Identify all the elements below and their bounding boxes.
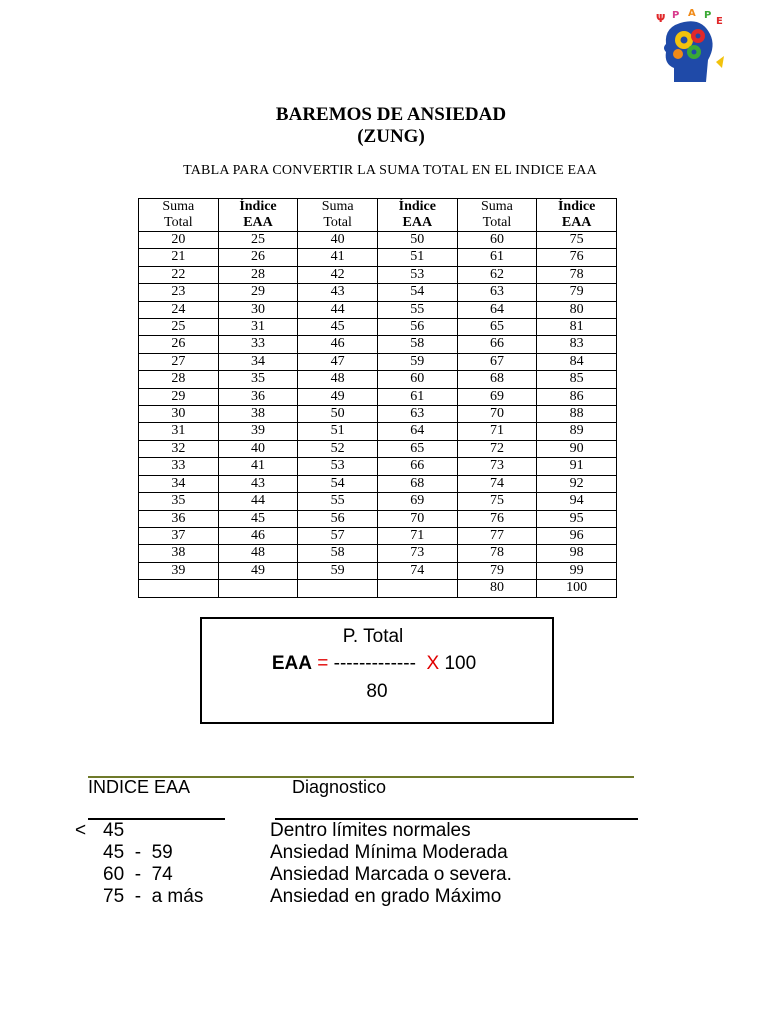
cell-indice-eaa: 54	[377, 284, 457, 301]
diagnosis-label: Dentro límites normales	[270, 820, 471, 841]
cell-suma-total: 69	[457, 388, 537, 405]
table-row	[139, 301, 617, 318]
cell-suma-total: 59	[298, 562, 378, 579]
cell-suma-total: 36	[139, 510, 219, 527]
cell-indice-eaa: 28	[218, 266, 298, 283]
cell-suma-total: 50	[298, 406, 378, 423]
cell-indice-eaa: 99	[537, 562, 617, 579]
cell-suma-total: 80	[457, 580, 537, 597]
cell-suma-total: 63	[457, 284, 537, 301]
cell-indice-eaa: 35	[218, 371, 298, 388]
header-indice-eaa: Índice EAA	[377, 199, 457, 232]
table-row	[139, 545, 617, 562]
header-indice-eaa: Índice EAA	[218, 199, 298, 232]
cell-suma-total: 39	[139, 562, 219, 579]
cell-suma-total: 23	[139, 284, 219, 301]
formula-equals: =	[317, 653, 329, 674]
header-suma-total: Suma Total	[457, 199, 537, 232]
svg-text:E: E	[716, 16, 723, 27]
formula-lhs: EAA	[271, 653, 312, 674]
table-caption: TABLA PARA CONVERTIR LA SUMA TOTAL EN EL INDICE EAA	[183, 163, 597, 178]
cell-indice-eaa: 94	[537, 493, 617, 510]
cell-indice-eaa: 48	[218, 545, 298, 562]
cell-indice-eaa: 85	[537, 371, 617, 388]
cell-suma-total: 55	[298, 493, 378, 510]
cell-suma-total: 44	[298, 301, 378, 318]
cell-suma-total: 66	[457, 336, 537, 353]
header-suma-total: Suma Total	[139, 199, 219, 232]
header-indice-eaa: Índice EAA	[537, 199, 617, 232]
cell-suma-total: 60	[457, 232, 537, 249]
cell-suma-total: 37	[139, 527, 219, 544]
cell-indice-eaa: 64	[377, 423, 457, 440]
cell-indice-eaa: 78	[537, 266, 617, 283]
cell-suma-total: 42	[298, 266, 378, 283]
cell-indice-eaa	[218, 580, 298, 597]
diagnosis-row	[0, 886, 768, 908]
diagnosis-row	[0, 820, 768, 842]
table-row	[139, 440, 617, 457]
cell-indice-eaa: 38	[218, 406, 298, 423]
cell-suma-total: 25	[139, 319, 219, 336]
formula-fraction-bar: -------------	[333, 653, 416, 674]
table-row	[139, 371, 617, 388]
table-row	[139, 336, 617, 353]
cell-suma-total: 32	[139, 440, 219, 457]
cell-suma-total: 70	[457, 406, 537, 423]
cell-indice-eaa: 39	[218, 423, 298, 440]
cell-suma-total: 65	[457, 319, 537, 336]
diagnosis-range: 75 - a más	[103, 886, 204, 907]
cell-indice-eaa	[377, 580, 457, 597]
cell-indice-eaa: 29	[218, 284, 298, 301]
cell-suma-total: 52	[298, 440, 378, 457]
cell-indice-eaa: 75	[537, 232, 617, 249]
cell-suma-total: 68	[457, 371, 537, 388]
table-row	[139, 266, 617, 283]
cell-indice-eaa: 44	[218, 493, 298, 510]
svg-text:Ψ: Ψ	[656, 12, 666, 25]
page-subtitle-zung: (ZUNG)	[357, 126, 425, 147]
diagnosis-row	[0, 842, 768, 864]
cell-indice-eaa: 86	[537, 388, 617, 405]
cell-indice-eaa: 51	[377, 249, 457, 266]
cell-indice-eaa: 84	[537, 353, 617, 370]
cell-suma-total: 72	[457, 440, 537, 457]
cell-suma-total: 79	[457, 562, 537, 579]
cell-indice-eaa: 68	[377, 475, 457, 492]
cell-indice-eaa: 100	[537, 580, 617, 597]
cell-suma-total: 35	[139, 493, 219, 510]
cell-suma-total: 73	[457, 458, 537, 475]
table-row	[139, 527, 617, 544]
cell-suma-total: 77	[457, 527, 537, 544]
cell-indice-eaa: 31	[218, 319, 298, 336]
cell-indice-eaa: 49	[218, 562, 298, 579]
cell-suma-total: 43	[298, 284, 378, 301]
cell-suma-total: 45	[298, 319, 378, 336]
table-row	[139, 232, 617, 249]
cell-suma-total: 30	[139, 406, 219, 423]
diagnosis-col-diagnostico-header: Diagnostico	[292, 777, 387, 797]
cell-suma-total: 40	[298, 232, 378, 249]
table-row	[139, 319, 617, 336]
cell-indice-eaa: 76	[537, 249, 617, 266]
cell-indice-eaa: 90	[537, 440, 617, 457]
cell-indice-eaa: 36	[218, 388, 298, 405]
cell-indice-eaa: 70	[377, 510, 457, 527]
cell-suma-total: 31	[139, 423, 219, 440]
cell-indice-eaa: 46	[218, 527, 298, 544]
cell-suma-total: 27	[139, 353, 219, 370]
diagnosis-prefix: <	[75, 820, 87, 841]
diagnosis-col-indice-header: INDICE EAA	[88, 777, 191, 797]
table-row	[139, 493, 617, 510]
table-row	[139, 510, 617, 527]
table-row	[139, 406, 617, 423]
cell-suma-total: 48	[298, 371, 378, 388]
table-row	[139, 388, 617, 405]
table-row	[139, 475, 617, 492]
cell-indice-eaa: 91	[537, 458, 617, 475]
cell-suma-total: 33	[139, 458, 219, 475]
cell-suma-total: 56	[298, 510, 378, 527]
cell-suma-total: 71	[457, 423, 537, 440]
table-row	[139, 353, 617, 370]
cell-suma-total	[298, 580, 378, 597]
cell-suma-total: 76	[457, 510, 537, 527]
cell-indice-eaa: 71	[377, 527, 457, 544]
cell-indice-eaa: 88	[537, 406, 617, 423]
cell-indice-eaa: 95	[537, 510, 617, 527]
cell-suma-total: 57	[298, 527, 378, 544]
cell-suma-total: 61	[457, 249, 537, 266]
formula-times: X	[426, 653, 440, 674]
diagnosis-label: Ansiedad Marcada o severa.	[270, 864, 512, 885]
cell-indice-eaa: 41	[218, 458, 298, 475]
cell-suma-total: 47	[298, 353, 378, 370]
cell-indice-eaa: 43	[218, 475, 298, 492]
cell-indice-eaa: 73	[377, 545, 457, 562]
cell-indice-eaa: 53	[377, 266, 457, 283]
cell-suma-total: 67	[457, 353, 537, 370]
cell-indice-eaa: 59	[377, 353, 457, 370]
cell-suma-total: 58	[298, 545, 378, 562]
cell-suma-total: 62	[457, 266, 537, 283]
cell-suma-total: 26	[139, 336, 219, 353]
table-row	[139, 284, 617, 301]
cell-suma-total: 64	[457, 301, 537, 318]
cell-indice-eaa: 69	[377, 493, 457, 510]
cell-suma-total: 20	[139, 232, 219, 249]
cell-indice-eaa: 74	[377, 562, 457, 579]
diagnosis-range: 60 - 74	[103, 864, 173, 885]
formula-numerator: P. Total	[342, 626, 404, 647]
table-row	[139, 562, 617, 579]
cell-indice-eaa: 34	[218, 353, 298, 370]
cell-indice-eaa: 98	[537, 545, 617, 562]
cell-indice-eaa: 60	[377, 371, 457, 388]
table-row	[139, 458, 617, 475]
cell-indice-eaa: 66	[377, 458, 457, 475]
cell-suma-total: 49	[298, 388, 378, 405]
cell-suma-total: 34	[139, 475, 219, 492]
cell-suma-total	[139, 580, 219, 597]
cell-indice-eaa: 45	[218, 510, 298, 527]
cell-suma-total: 24	[139, 301, 219, 318]
cell-indice-eaa: 81	[537, 319, 617, 336]
cell-suma-total: 38	[139, 545, 219, 562]
cell-indice-eaa: 80	[537, 301, 617, 318]
cell-indice-eaa: 50	[377, 232, 457, 249]
table-row	[139, 423, 617, 440]
cell-indice-eaa: 55	[377, 301, 457, 318]
cell-indice-eaa: 26	[218, 249, 298, 266]
formula-box	[200, 617, 554, 724]
diagnosis-range: 45	[103, 820, 125, 841]
svg-text:P: P	[704, 10, 712, 21]
formula-line	[199, 653, 549, 675]
cell-indice-eaa: 65	[377, 440, 457, 457]
cell-suma-total: 41	[298, 249, 378, 266]
formula-factor: 100	[444, 653, 477, 674]
cell-suma-total: 22	[139, 266, 219, 283]
cell-indice-eaa: 56	[377, 319, 457, 336]
cell-indice-eaa: 63	[377, 406, 457, 423]
table-row	[139, 249, 617, 266]
cell-indice-eaa: 33	[218, 336, 298, 353]
conversion-table	[138, 198, 617, 598]
table-header-row	[139, 199, 617, 232]
cell-indice-eaa: 83	[537, 336, 617, 353]
cell-suma-total: 29	[139, 388, 219, 405]
header-suma-total: Suma Total	[298, 199, 378, 232]
head-with-gears-logo	[650, 8, 730, 84]
svg-text:A: A	[688, 8, 696, 19]
diagnosis-label: Ansiedad en grado Máximo	[270, 886, 502, 907]
cell-suma-total: 78	[457, 545, 537, 562]
cell-indice-eaa: 79	[537, 284, 617, 301]
cell-indice-eaa: 58	[377, 336, 457, 353]
cell-indice-eaa: 96	[537, 527, 617, 544]
table-body	[139, 232, 617, 598]
cell-suma-total: 74	[457, 475, 537, 492]
svg-text:P: P	[672, 10, 680, 21]
table-row	[139, 580, 617, 597]
cell-suma-total: 51	[298, 423, 378, 440]
cell-indice-eaa: 92	[537, 475, 617, 492]
page-title: BAREMOS DE ANSIEDAD	[275, 104, 507, 125]
cell-suma-total: 54	[298, 475, 378, 492]
cell-suma-total: 75	[457, 493, 537, 510]
diagnosis-row	[0, 864, 768, 886]
cell-suma-total: 21	[139, 249, 219, 266]
diagnosis-label: Ansiedad Mínima Moderada	[270, 842, 508, 863]
cell-indice-eaa: 25	[218, 232, 298, 249]
cell-suma-total: 28	[139, 371, 219, 388]
cell-indice-eaa: 30	[218, 301, 298, 318]
formula-denominator: 80	[366, 681, 388, 702]
diagnosis-range: 45 - 59	[103, 842, 173, 863]
cell-suma-total: 53	[298, 458, 378, 475]
cell-suma-total: 46	[298, 336, 378, 353]
cell-indice-eaa: 40	[218, 440, 298, 457]
cell-indice-eaa: 89	[537, 423, 617, 440]
cell-indice-eaa: 61	[377, 388, 457, 405]
